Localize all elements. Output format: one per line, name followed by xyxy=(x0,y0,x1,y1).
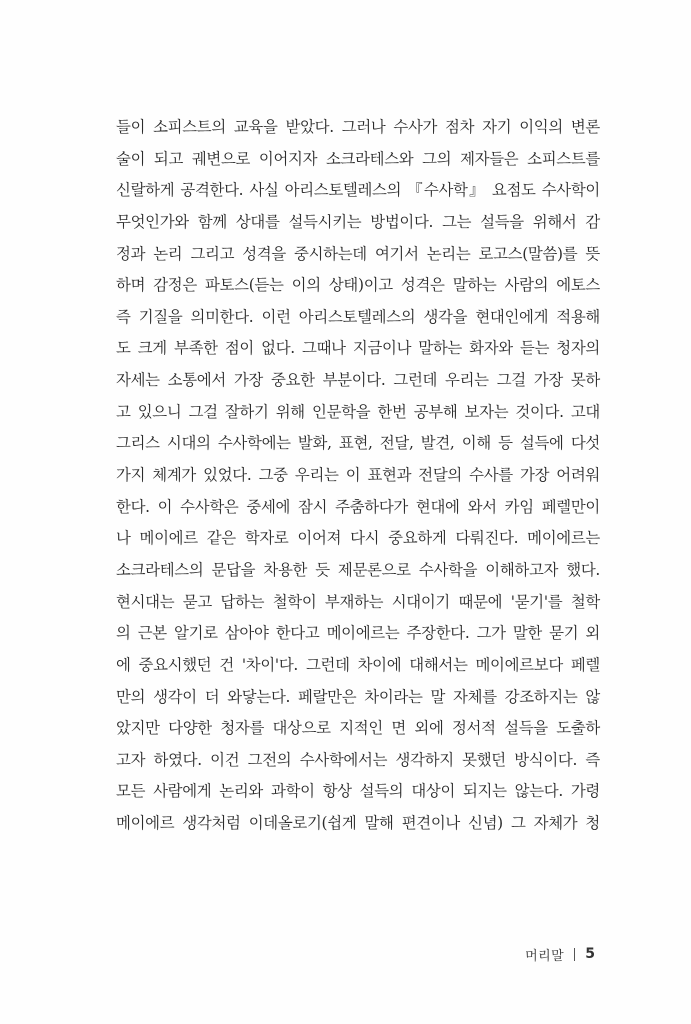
text-line: 신랄하게 공격한다. 사실 아리스토텔레스의 『수사학』 요점도 수사학이 xyxy=(116,181,600,200)
text-line: 의 근본 알기로 삼아야 한다고 메이에르는 주장한다. 그가 말한 묻기 외 xyxy=(116,624,600,643)
text-line: 만의 생각이 더 와닿는다. 페랄만은 차이라는 말 자체를 강조하지는 않 xyxy=(116,687,600,706)
text-line: 술이 되고 궤변으로 이어지자 소크라테스와 그의 제자들은 소피스트를 xyxy=(116,149,600,168)
text-line: 소크라테스의 문답을 차용한 듯 제문론으로 수사학을 이해하고자 했다. xyxy=(116,560,600,579)
text-line: 정과 논리 그리고 성격을 중시하는데 여기서 논리는 로고스(말씀)를 뜻 xyxy=(116,244,600,263)
text-line: 무엇인가와 함께 상대를 설득시키는 방법이다. 그는 설득을 위해서 감 xyxy=(116,212,600,231)
text-line: 고자 하였다. 이건 그전의 수사학에서는 생각하지 못했던 방식이다. 즉 xyxy=(116,750,600,769)
text-line: 메이에르 생각처럼 이데올로기(쉽게 말해 편견이나 신념) 그 자체가 청 xyxy=(116,814,600,833)
running-section-title: 머리말 xyxy=(525,948,565,964)
page-footer xyxy=(525,944,595,964)
text-line: 한다. 이 수사학은 중세에 잠시 주춤하다가 현대에 와서 카임 페렐만이 xyxy=(116,497,600,516)
page-number: 5 xyxy=(585,946,595,962)
text-line: 현시대는 묻고 답하는 철학이 부재하는 시대이기 때문에 '묻기'를 철학 xyxy=(116,592,600,611)
text-line: 들이 소피스트의 교육을 받았다. 그러나 수사가 점차 자기 이익의 변론 xyxy=(116,118,600,136)
text-line: 도 크게 부족한 점이 없다. 그때나 지금이나 말하는 화자와 듣는 청자의 xyxy=(116,339,600,358)
text-line: 나 메이에르 같은 학자로 이어져 다시 중요하게 다뤄진다. 메이에르는 xyxy=(116,529,600,548)
text-line: 즉 기질을 의미한다. 이런 아리스토텔레스의 생각을 현대인에게 적용해 xyxy=(116,307,600,326)
text-line: 모든 사람에게 논리와 과학이 항상 설득의 대상이 되지는 않는다. 가령 xyxy=(116,782,600,801)
text-line: 고 있으니 그걸 잘하기 위해 인문학을 한번 공부해 보자는 것이다. 고대 xyxy=(116,402,600,421)
text-line: 그리스 시대의 수사학에는 발화, 표현, 전달, 발견, 이해 등 설득에 다섯 xyxy=(116,434,600,453)
text-line: 에 중요시했던 건 '차이'다. 그런데 차이에 대해서는 메이에르보다 페렐 xyxy=(116,655,600,674)
footer-divider xyxy=(574,948,575,961)
text-line: 자세는 소통에서 가장 중요한 부분이다. 그런데 우리는 그걸 가장 못하 xyxy=(116,371,600,390)
body-paragraph xyxy=(116,112,600,840)
text-line: 하며 감정은 파토스(듣는 이의 상태)이고 성격은 말하는 사람의 에토스 xyxy=(116,276,600,295)
text-line: 았지만 다양한 청자를 대상으로 지적인 면 외에 정서적 설득을 도출하 xyxy=(116,719,600,738)
text-line: 가지 체계가 있었다. 그중 우리는 이 표현과 전달의 수사를 가장 어려워 xyxy=(116,466,600,485)
